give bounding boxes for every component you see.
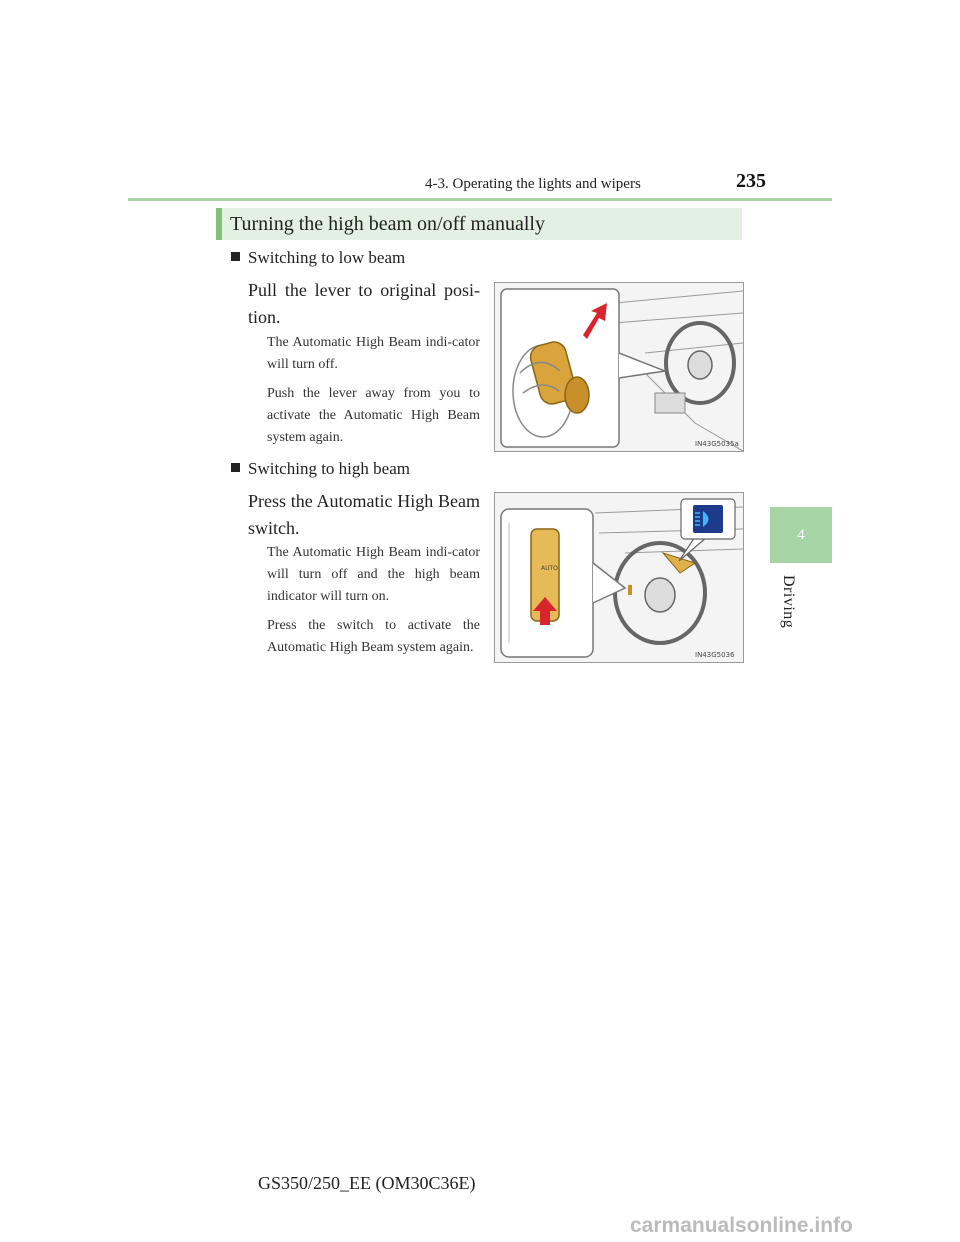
bullet-low-beam — [231, 248, 405, 268]
switch-auto-text: AUTO — [541, 565, 558, 572]
section-heading: Turning the high beam on/off manually — [216, 208, 742, 240]
bullet-square-icon — [231, 252, 240, 261]
note-high-beam-1: The Automatic High Beam indi-cator will turn off and the high beam indicator will turn on. — [267, 545, 480, 604]
figure-switch-code: IN43G5036 — [695, 651, 735, 659]
step-high-beam: Press the Automatic High Beam switch. — [248, 491, 480, 538]
chapter-label: Driving — [780, 575, 797, 629]
figure-switch-illustration — [494, 492, 744, 663]
header-rule — [128, 198, 832, 201]
note-high-beam-2: Press the switch to activate the Automatic High Beam system again. — [267, 618, 480, 655]
switch-dashboard-illustration — [495, 493, 743, 662]
bullet-high-beam-text: Switching to high beam — [248, 459, 410, 478]
bullet-square-icon — [231, 463, 240, 472]
note-low-beam-1: The Automatic High Beam indi-cator will turn off. — [267, 335, 480, 372]
footer-model: GS350/250_EE (OM30C36E) — [258, 1173, 476, 1193]
figure-lever-illustration — [494, 282, 744, 452]
header-section-title: 4-3. Operating the lights and wipers — [425, 176, 641, 192]
chapter-tab — [770, 507, 832, 563]
figure-lever-code: IN43G5035a — [695, 440, 739, 448]
chapter-number: 4 — [797, 526, 805, 543]
bullet-high-beam — [231, 459, 410, 479]
note-low-beam-2: Push the lever away from you to activate the Automatic High Beam system again. — [267, 386, 480, 445]
bullet-low-beam-text: Switching to low beam — [248, 248, 406, 267]
watermark: carmanualsonline.info — [630, 1214, 853, 1237]
lever-dashboard-illustration — [495, 283, 743, 451]
step-low-beam: Pull the lever to original posi-tion. — [248, 280, 480, 327]
page-number: 235 — [736, 170, 766, 192]
